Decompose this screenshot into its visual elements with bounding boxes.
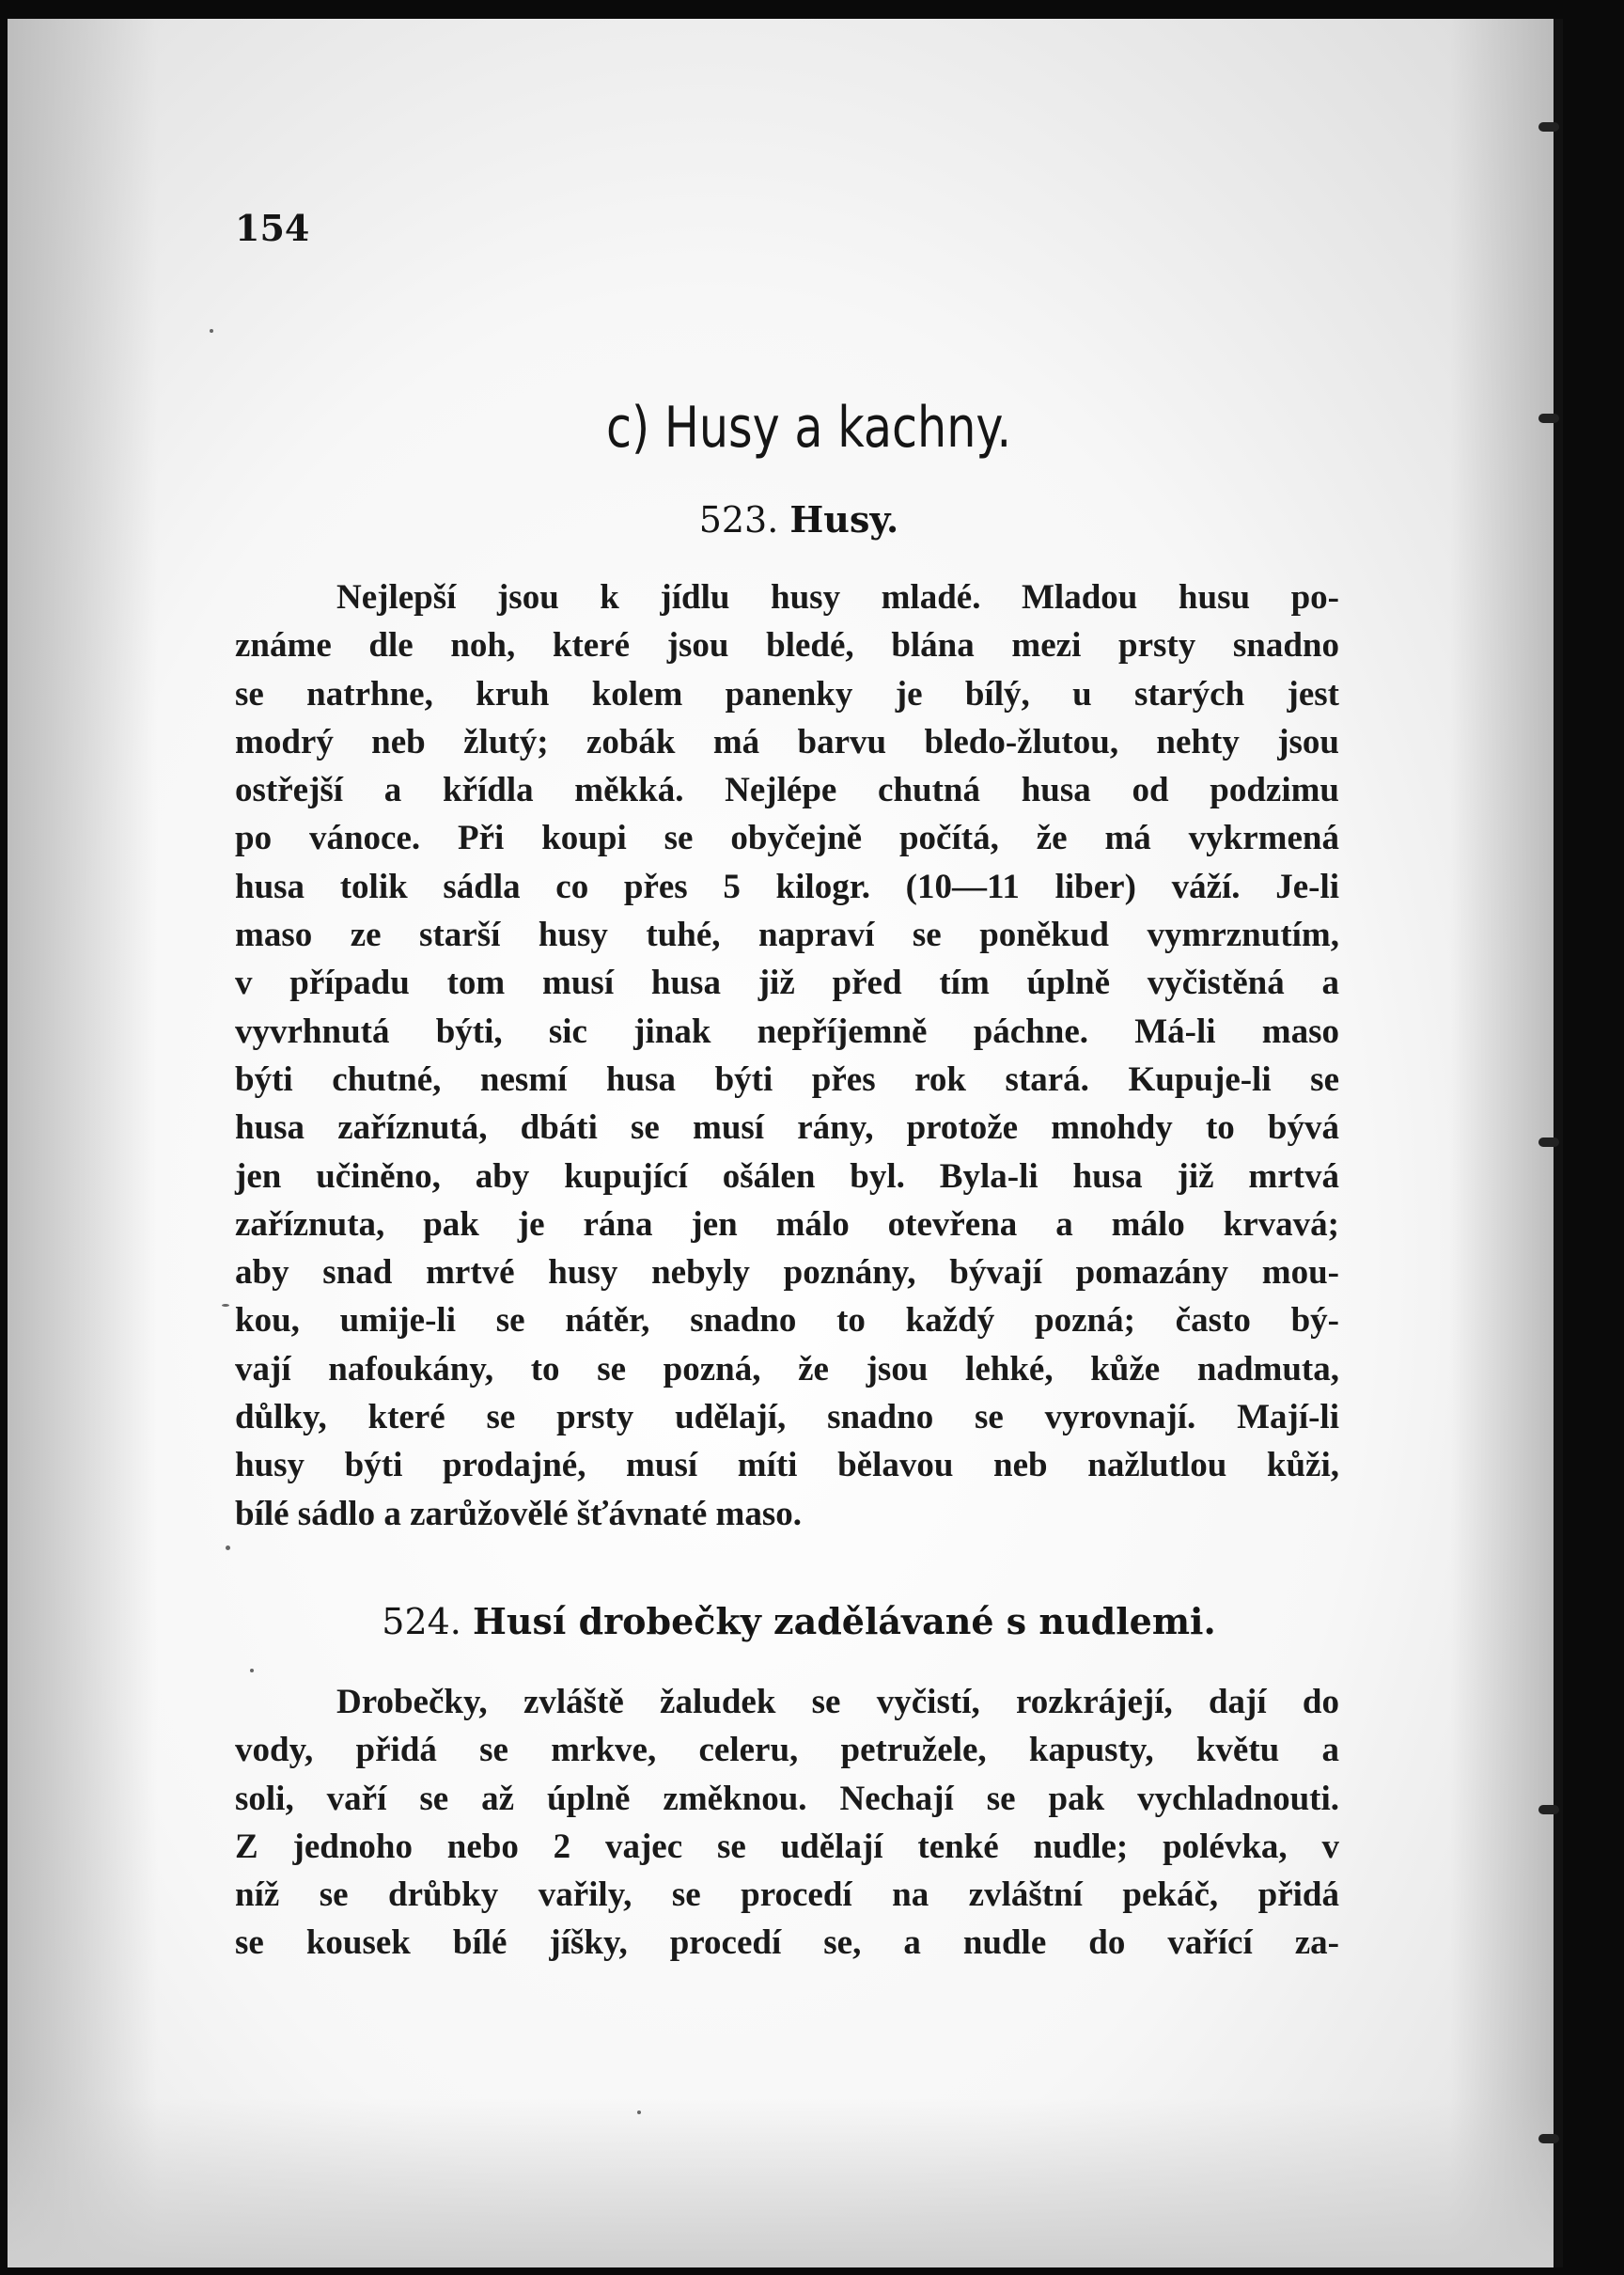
text-line: níž se drůbky vařily, se procedí na zvláštní pekáč, přidá — [235, 1875, 1339, 1915]
text-line: vyvrhnutá býti, sic jinak nepříjemně páchne. Má-li maso — [235, 1012, 1339, 1051]
text-line: Nejlepší jsou k jídlu husy mladé. Mladou husu po- — [336, 578, 1339, 617]
text-line: soli, vaří se až úplně změknou. Nechají se pak vychladnouti. — [235, 1779, 1339, 1818]
edge-mark — [1538, 1138, 1559, 1147]
speck — [637, 2110, 641, 2114]
text-line: zaříznuta, pak je rána jen málo otevřena a málo krvavá; — [235, 1204, 1339, 1244]
text-line: husy býti prodajné, musí míti bělavou neb nažlutlou kůži, — [235, 1446, 1339, 1485]
text-line: bílé sádlo a zarůžovělé šťávnaté maso. — [235, 1494, 803, 1533]
recipe-title: Husy. — [789, 498, 899, 541]
recipe-title: Husí drobečky zadělávané s nudlemi. — [472, 1600, 1216, 1642]
text-line: známe dle noh, které jsou bledé, blána mezi prsty snadno — [235, 626, 1339, 666]
recipe-number: 524. — [382, 1601, 461, 1642]
recipe-heading — [0, 1600, 1598, 1642]
speck — [222, 1304, 229, 1307]
text-line: husa tolik sádla co přes 5 kilogr. (10—11 liber) váží. Je-li — [235, 867, 1339, 906]
section-title: c) Husy a kachny. — [605, 395, 1012, 461]
text-line: důlky, které se prsty udělají, snadno se vyrovnají. Mají-li — [235, 1398, 1339, 1437]
text-line: maso ze starší husy tuhé, napraví se poněkud vymrznutím, — [235, 916, 1339, 955]
text-line: Z jednoho nebo 2 vajec se udělají tenké nudle; polévka, v — [235, 1827, 1339, 1866]
text-line: jen učiněno, aby kupující ošálen byl. Byla-li husa již mrtvá — [235, 1156, 1339, 1196]
text-line: býti chutné, nesmí husa býti přes rok stará. Kupuje-li se — [235, 1059, 1339, 1099]
edge-mark — [1538, 1805, 1559, 1814]
bottom-shadow — [8, 2098, 1563, 2267]
text-line: modrý neb žlutý; zobák má barvu bledo-žlutou, nehty jsou — [235, 722, 1339, 761]
text-line: kou, umije-li se nátěr, snadno to každý pozná; často bý- — [235, 1301, 1339, 1341]
recipe-heading — [0, 498, 1598, 541]
speck — [226, 1545, 230, 1550]
text-line: Drobečky, zvláště žaludek se vyčistí, rozkrájejí, dají do — [336, 1683, 1339, 1721]
edge-mark — [1538, 414, 1559, 423]
text-line: v případu tom musí husa již před tím úplně vyčistěná a — [235, 964, 1339, 1003]
text-line: vají nafoukány, to se pozná, že jsou lehké, kůže nadmuta, — [235, 1349, 1339, 1389]
recipe-text — [235, 1678, 1339, 1968]
text-line: aby snad mrtvé husy nebyly poznány, bývají pomazány mou- — [235, 1253, 1339, 1293]
page-number: 154 — [235, 207, 310, 249]
edge-mark — [1538, 2134, 1559, 2143]
speck — [250, 1669, 254, 1672]
text-line: ostřejší a křídla měkká. Nejlépe chutná husa od podzimu — [235, 771, 1339, 810]
left-shadow — [8, 19, 158, 2267]
text-line: po vánoce. Při koupi se obyčejně počítá, že má vykrmená — [235, 819, 1339, 858]
speck — [210, 329, 213, 333]
recipe-text — [235, 573, 1339, 1538]
text-line: se natrhne, kruh kolem panenky je bílý, u starých jest — [235, 674, 1339, 714]
text-line: husa zaříznutá, dbáti se musí rány, protože mnohdy to bývá — [235, 1108, 1339, 1148]
text-line: vody, přidá se mrkve, celeru, petružele, kapusty, květu a — [235, 1731, 1339, 1770]
edge-mark — [1538, 122, 1559, 132]
recipe-number: 523. — [698, 499, 779, 541]
text-line: se kousek bílé jíšky, procedí se, a nudle do vařící za- — [235, 1923, 1339, 1963]
